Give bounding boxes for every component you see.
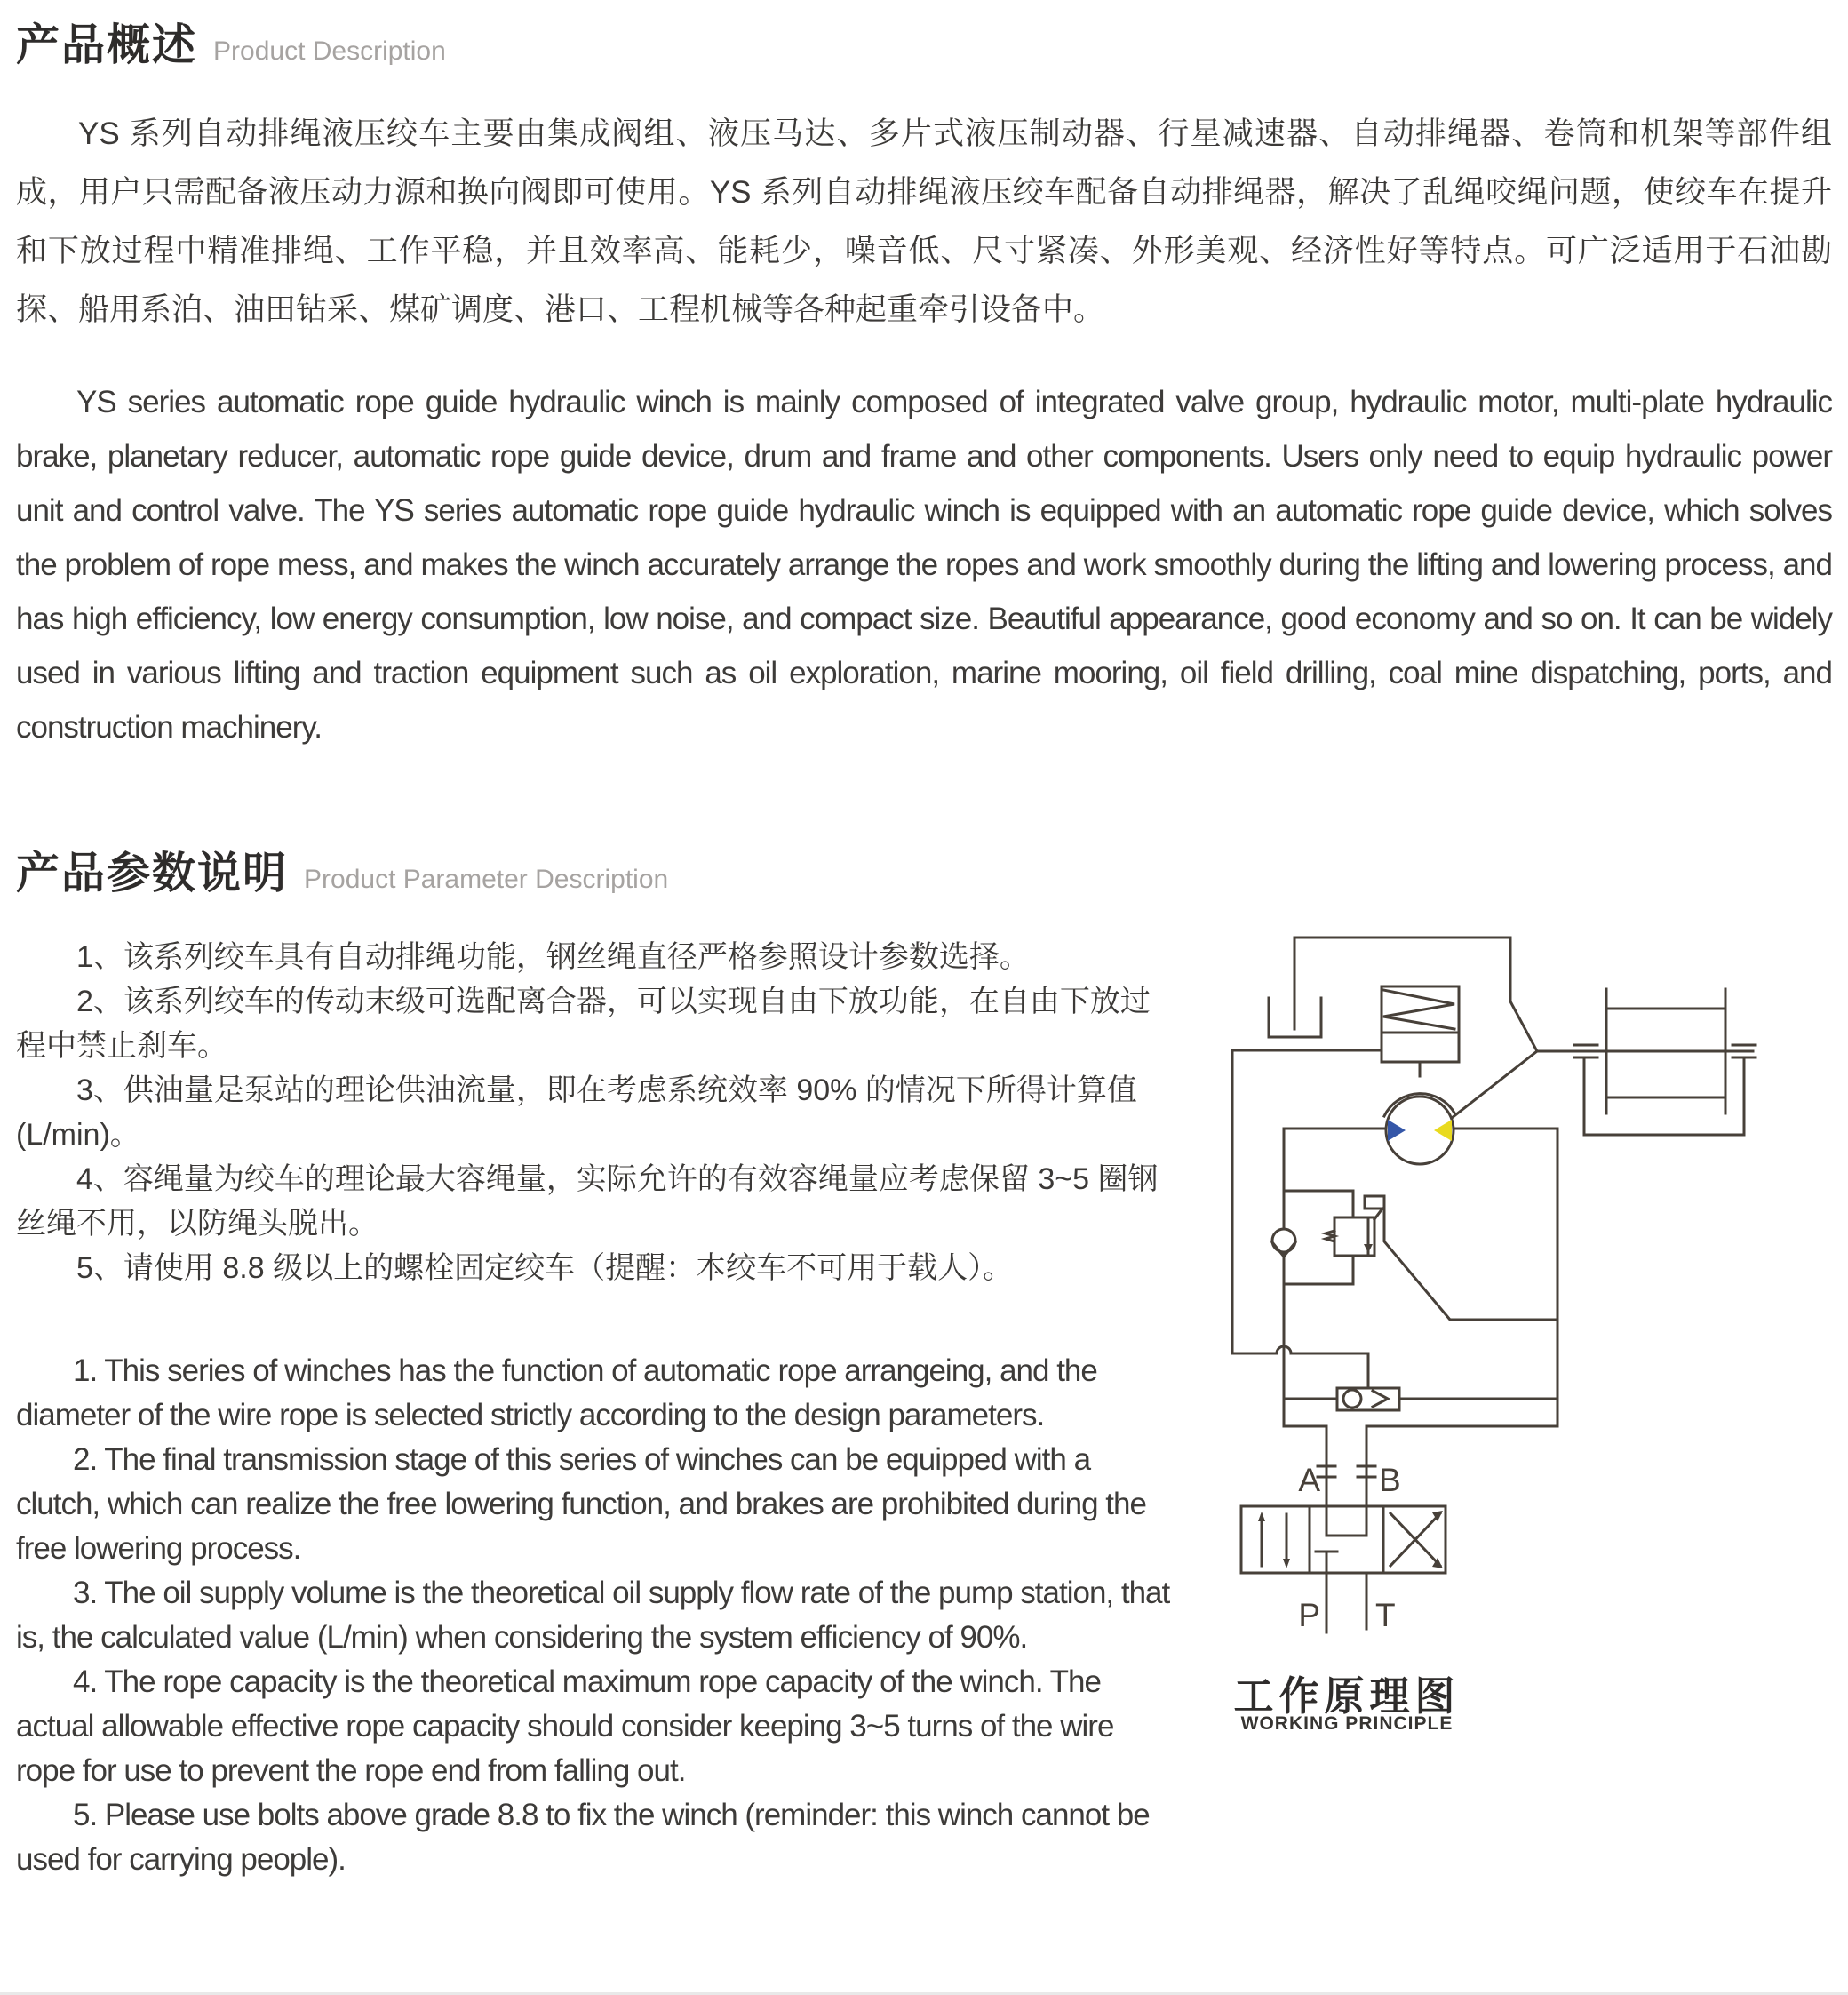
port-label-t: T — [1375, 1597, 1396, 1633]
diagram-caption-zh: 工作原理图 — [1233, 1673, 1461, 1719]
check-valve — [1272, 1229, 1295, 1257]
spring-brake-valve — [1382, 986, 1459, 1076]
diagram-caption-en: WORKING PRINCIPLE — [1240, 1713, 1454, 1734]
winch-drum — [1537, 989, 1756, 1135]
drive-shaft-line — [1452, 1051, 1537, 1118]
list-item: 1、该系列绞车具有自动排绳功能，钢丝绳直径严格参照设计参数选择。 — [76, 940, 1030, 974]
overview-paragraph-en: YS series automatic rope guide hydraulic winch is mainly composed of integrated valve group, hydraulic motor, multi-plate hydraulic brake, planetary reducer, automatic rope guide device, drum and frame and other components. Users only need to equip hydraulic power unit and control valve. The YS series automatic rope guide hydraulic winch is equipped with an automatic rope guide device, which solves the problem of rope mess, and makes the winch accurately arrange the ropes and work smoothly during the lifting and lowering process, and has high efficiency, low energy consumption, low noise, and compact size. Beautiful appearance, good economy and so on. It can be widely used in various lifting and traction equipment such as oil exploration, marine mooring, oil field drilling, coal mine dispatching, ports, and construction machinery. — [16, 385, 1832, 745]
list-item: 5. Please use bolts above grade 8.8 to fix the winch (reminder: this winch cannot be used for carrying people). — [16, 1798, 1150, 1877]
b-side-main-line — [1454, 1129, 1557, 1399]
list-item: 2. The final transmission stage of this series of winches can be equipped with a clutch, which can realize the free lowering function, and brakes are prohibited during the free lowering process. — [16, 1442, 1146, 1566]
brake-pilot-line — [1291, 1353, 1368, 1388]
brake-release-line — [1232, 1050, 1382, 1353]
shuttle-valve — [1284, 1388, 1557, 1410]
parameter-notes-en — [16, 1349, 1171, 1882]
section2-heading — [16, 839, 668, 901]
list-item: 2、该系列绞车的传动末级可选配离合器，可以实现自由下放功能，在自由下放过程中禁止刹车。 — [16, 985, 1151, 1063]
port-label-p: P — [1298, 1597, 1320, 1633]
motor-port-blue-triangle — [1388, 1120, 1406, 1141]
a-side-main-line — [1284, 1129, 1386, 1399]
section1-heading — [16, 11, 446, 73]
overview-paragraph-zh: YS 系列自动排绳液压绞车主要由集成阀组、液压马达、多片式液压制动器、行星减速器、自动排绳器、卷筒和机架等部件组成，用户只需配备液压动力源和换向阀即可使用。YS 系列自动排绳液压绞车配备自动排绳器，解决了乱绳咬绳问题，使绞车在提升和下放过程中精准排绳、工作平稳，并且效率高、能耗少，噪音低、尺寸紧凑、外形美观、经济性好等特点。可广泛适用于石油勘探、船用系泊、油田钻采、煤矿调度、港口、工程机械等各种起重牵引设备中。 — [16, 116, 1832, 327]
section2-title-en: Product Parameter Description — [304, 865, 669, 894]
p-t-port-lines — [1326, 1573, 1366, 1632]
list-item: 4、容绳量为绞车的理论最大容绳量，实际允许的有效容绳量应考虑保留 3~5 圈钢丝绳不用，以防绳头脱出。 — [16, 1162, 1159, 1241]
list-item: 3、供油量是泵站的理论供油流量，即在考虑系统效率 90% 的情况下所得计算值 (L/min)。 — [16, 1073, 1137, 1152]
hydraulic-motor — [1384, 1094, 1455, 1164]
section1-title-zh: 产品概述 — [16, 21, 198, 69]
section1-title-en: Product Description — [213, 36, 446, 66]
hydraulic-schematic — [1191, 898, 1848, 1653]
list-item: 5、请使用 8.8 级以上的螺栓固定绞车（提醒：本绞车不可用于载人）。 — [76, 1251, 1014, 1285]
port-label-a: A — [1298, 1462, 1320, 1498]
directional-valve — [1241, 1506, 1446, 1573]
list-item: 1. This series of winches has the function of automatic rope arrangeing, and the diameter of the wire rope is selected strictly according to the design parameters. — [16, 1353, 1097, 1432]
section2-title-zh: 产品参数说明 — [16, 850, 289, 898]
list-item: 3. The oil supply volume is the theoretical oil supply flow rate of the pump station, that is, the calculated value (L/min) when considering the system efficiency of 90%. — [16, 1576, 1170, 1655]
parameter-notes-zh — [16, 935, 1171, 1290]
list-item: 4. The rope capacity is the theoretical maximum rope capacity of the winch. The actual allowable effective rope capacity should consider keeping 3~5 turns of the wire rope for use to prevent the rope end from falling out. — [16, 1664, 1114, 1788]
relief-valve — [1284, 1191, 1557, 1320]
valve-spring — [1326, 1231, 1334, 1241]
motor-port-yellow-triangle — [1434, 1120, 1452, 1141]
working-principle-diagram — [1191, 898, 1848, 1786]
port-label-b: B — [1379, 1462, 1401, 1498]
